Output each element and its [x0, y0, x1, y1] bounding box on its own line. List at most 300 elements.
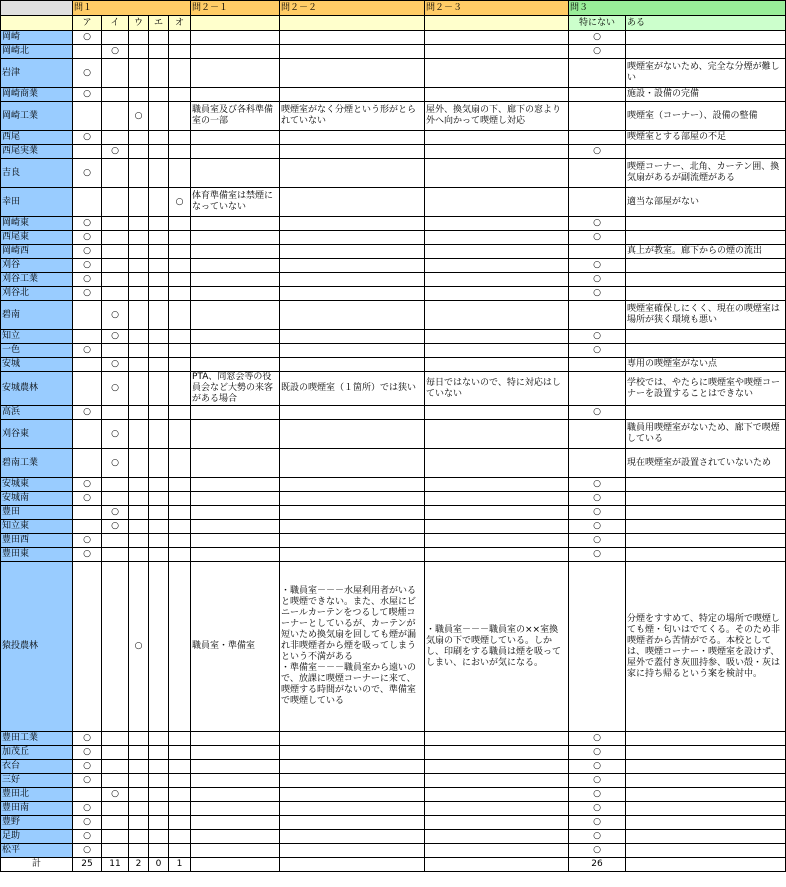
- table-row: [1, 760, 786, 774]
- cell-q2-3: [425, 217, 569, 231]
- table-row: [1, 844, 786, 858]
- table-row: [1, 131, 786, 145]
- cell-i: [102, 774, 129, 788]
- cell-q2-1: [191, 746, 280, 760]
- cell-a: [73, 358, 102, 372]
- cell-i: [102, 217, 129, 231]
- cell-o: [169, 478, 191, 492]
- cell-i: [102, 830, 129, 844]
- cell-aru: [626, 844, 786, 858]
- cell-u: [129, 830, 149, 844]
- table-row: [1, 406, 786, 420]
- cell-a: ○: [73, 344, 102, 358]
- cell-u: [129, 478, 149, 492]
- cell-a: ○: [73, 844, 102, 858]
- cell-i: [102, 562, 129, 732]
- cell-e: [149, 534, 169, 548]
- cell-q2-2: [280, 45, 425, 59]
- cell-aru: [626, 506, 786, 520]
- cell-q2-1: [191, 492, 280, 506]
- cell-e: [149, 449, 169, 478]
- cell-q2-1: 職員室・準備室: [191, 562, 280, 732]
- cell-a: ○: [73, 231, 102, 245]
- cell-none: [569, 372, 626, 406]
- cell-none: ○: [569, 45, 626, 59]
- table-row: [1, 506, 786, 520]
- table-row: [1, 344, 786, 358]
- header-q3: 問３: [569, 1, 786, 16]
- cell-q2-1: [191, 287, 280, 301]
- cell-aru: 真上が教室。廊下からの煙の流出: [626, 245, 786, 259]
- table-row: [1, 562, 786, 732]
- table-row: [1, 492, 786, 506]
- cell-q2-3: [425, 548, 569, 562]
- cell-o: [169, 31, 191, 45]
- cell-e: [149, 562, 169, 732]
- cell-e: [149, 159, 169, 188]
- cell-u: [129, 344, 149, 358]
- cell-u: [129, 732, 149, 746]
- cell-o: [169, 746, 191, 760]
- table-row: [1, 816, 786, 830]
- cell-q2-3: [425, 358, 569, 372]
- table-row: [1, 145, 786, 159]
- cell-q2-2: [280, 788, 425, 802]
- cell-none: ○: [569, 534, 626, 548]
- cell-q2-2: 既設の喫煙室（１箇所）では狭い: [280, 372, 425, 406]
- table-row: [1, 420, 786, 449]
- cell-q2-1: [191, 231, 280, 245]
- table-row: [1, 102, 786, 131]
- cell-a: [73, 372, 102, 406]
- cell-o: [169, 534, 191, 548]
- school-name: 豊田北: [1, 788, 73, 802]
- cell-u: [129, 372, 149, 406]
- table-row: [1, 217, 786, 231]
- cell-q2-3: ・職員室－－－職員室の××室換気扇の下で喫煙している。しかし、印刷をする職員は煙を吸ってしまい、においが気になる。: [425, 562, 569, 732]
- cell-a: ○: [73, 492, 102, 506]
- cell-none: ○: [569, 844, 626, 858]
- cell-a: [73, 330, 102, 344]
- cell-u: [129, 788, 149, 802]
- cell-aru: [626, 830, 786, 844]
- cell-q2-1: [191, 420, 280, 449]
- cell-u: [129, 816, 149, 830]
- cell-o: [169, 301, 191, 330]
- cell-i: ○: [102, 520, 129, 534]
- cell-a: [73, 145, 102, 159]
- cell-none: ○: [569, 506, 626, 520]
- table-row: [1, 45, 786, 59]
- cell-q2-3: [425, 330, 569, 344]
- school-name: 衣台: [1, 760, 73, 774]
- table-row: [1, 273, 786, 287]
- cell-q2-2: [280, 492, 425, 506]
- cell-q2-3: [425, 816, 569, 830]
- cell-q2-3: [425, 788, 569, 802]
- cell-q2-2: [280, 31, 425, 45]
- cell-none: ○: [569, 732, 626, 746]
- cell-e: [149, 406, 169, 420]
- cell-q2-3: [425, 344, 569, 358]
- cell-e: [149, 816, 169, 830]
- cell-e: [149, 287, 169, 301]
- cell-i: [102, 273, 129, 287]
- cell-aru: 喫煙コーナー、北角、カーテン囲、換気扇があるが副流煙がある: [626, 159, 786, 188]
- cell-q2-1: [191, 145, 280, 159]
- table-row: [1, 330, 786, 344]
- cell-aru: [626, 478, 786, 492]
- cell-q2-2: [280, 145, 425, 159]
- cell-none: [569, 358, 626, 372]
- cell-a: [73, 420, 102, 449]
- cell-none: [569, 420, 626, 449]
- cell-u: [129, 259, 149, 273]
- school-name: 岡崎工業: [1, 102, 73, 131]
- cell-q2-1: [191, 406, 280, 420]
- cell-a: ○: [73, 816, 102, 830]
- cell-o: [169, 774, 191, 788]
- cell-a: ○: [73, 774, 102, 788]
- cell-o: [169, 492, 191, 506]
- cell-a: ○: [73, 159, 102, 188]
- cell-a: [73, 506, 102, 520]
- school-name: 豊田南: [1, 802, 73, 816]
- cell-o: [169, 372, 191, 406]
- cell-q2-3: [425, 520, 569, 534]
- cell-aru: [626, 287, 786, 301]
- cell-q2-1: [191, 217, 280, 231]
- cell-none: [569, 102, 626, 131]
- cell-q2-3: [425, 406, 569, 420]
- table-row: [1, 301, 786, 330]
- cell-u: [129, 358, 149, 372]
- cell-aru: [626, 520, 786, 534]
- cell-q2-2: [280, 59, 425, 88]
- header-col-a: ア: [73, 16, 102, 31]
- cell-aru: [626, 548, 786, 562]
- cell-a: [73, 45, 102, 59]
- cell-aru: [626, 492, 786, 506]
- cell-a: ○: [73, 732, 102, 746]
- cell-aru: 学校では、やたらに喫煙室や喫煙コーナーを設置することはできない: [626, 372, 786, 406]
- cell-e: [149, 344, 169, 358]
- cell-u: [129, 231, 149, 245]
- cell-q2-2: [280, 420, 425, 449]
- cell-q2-3: [425, 88, 569, 102]
- cell-u: [129, 145, 149, 159]
- cell-e: [149, 802, 169, 816]
- cell-e: [149, 788, 169, 802]
- cell-u: [129, 420, 149, 449]
- cell-a: ○: [73, 534, 102, 548]
- cell-o: [169, 449, 191, 478]
- cell-e: [149, 330, 169, 344]
- school-name: 岡崎東: [1, 217, 73, 231]
- cell-aru: [626, 816, 786, 830]
- cell-none: [569, 245, 626, 259]
- cell-aru: [626, 31, 786, 45]
- cell-a: ○: [73, 830, 102, 844]
- cell-a: ○: [73, 478, 102, 492]
- cell-o: [169, 102, 191, 131]
- cell-e: [149, 732, 169, 746]
- cell-u: [129, 449, 149, 478]
- cell-q2-3: [425, 188, 569, 217]
- cell-i: [102, 131, 129, 145]
- cell-none: [569, 131, 626, 145]
- cell-q2-1: [191, 88, 280, 102]
- school-name: 岡崎北: [1, 45, 73, 59]
- header-blank: [1, 1, 73, 16]
- cell-q2-2: [280, 478, 425, 492]
- cell-q2-3: [425, 534, 569, 548]
- cell-q2-3: [425, 830, 569, 844]
- cell-a: ○: [73, 802, 102, 816]
- table-row: [1, 358, 786, 372]
- cell-q2-1: [191, 273, 280, 287]
- cell-q2-1: [191, 131, 280, 145]
- cell-a: [73, 102, 102, 131]
- school-name: 豊田東: [1, 548, 73, 562]
- cell-u: [129, 534, 149, 548]
- cell-q2-2: [280, 344, 425, 358]
- header-row-2: [1, 16, 786, 31]
- cell-q2-3: [425, 746, 569, 760]
- table-row: [1, 732, 786, 746]
- cell-i: ○: [102, 330, 129, 344]
- cell-i: ○: [102, 372, 129, 406]
- cell-i: [102, 478, 129, 492]
- cell-none: ○: [569, 816, 626, 830]
- cell-o: [169, 259, 191, 273]
- cell-o: [169, 287, 191, 301]
- cell-i: ○: [102, 301, 129, 330]
- cell-q2-1: [191, 245, 280, 259]
- cell-none: ○: [569, 788, 626, 802]
- totals-label: 計: [1, 858, 73, 872]
- cell-q2-2: [280, 287, 425, 301]
- cell-u: [129, 159, 149, 188]
- total-u: 2: [129, 858, 149, 872]
- cell-i: ○: [102, 145, 129, 159]
- cell-i: ○: [102, 449, 129, 478]
- header-col-u: ウ: [129, 16, 149, 31]
- table-row: [1, 520, 786, 534]
- total-i: 11: [102, 858, 129, 872]
- table-row: [1, 534, 786, 548]
- cell-q2-1: [191, 816, 280, 830]
- cell-e: [149, 478, 169, 492]
- table-row: [1, 259, 786, 273]
- cell-u: [129, 88, 149, 102]
- school-name: 足助: [1, 830, 73, 844]
- cell-o: [169, 506, 191, 520]
- cell-u: [129, 760, 149, 774]
- cell-q2-3: [425, 45, 569, 59]
- cell-q2-3: [425, 760, 569, 774]
- cell-q2-1: [191, 330, 280, 344]
- cell-e: [149, 420, 169, 449]
- cell-a: ○: [73, 287, 102, 301]
- school-name: 刈谷工業: [1, 273, 73, 287]
- cell-a: ○: [73, 406, 102, 420]
- cell-none: ○: [569, 145, 626, 159]
- cell-i: [102, 231, 129, 245]
- table-body: [1, 31, 786, 858]
- cell-u: ○: [129, 102, 149, 131]
- table-row: [1, 478, 786, 492]
- school-name: 安城東: [1, 478, 73, 492]
- total-q23: [425, 858, 569, 872]
- cell-q2-2: [280, 449, 425, 478]
- cell-e: [149, 774, 169, 788]
- cell-none: ○: [569, 520, 626, 534]
- table-row: [1, 231, 786, 245]
- school-name: 豊田工業: [1, 732, 73, 746]
- cell-q2-1: [191, 358, 280, 372]
- cell-a: [73, 788, 102, 802]
- total-q22: [280, 858, 425, 872]
- cell-q2-3: [425, 159, 569, 188]
- school-name: 碧南工業: [1, 449, 73, 478]
- cell-e: [149, 506, 169, 520]
- table-row: [1, 774, 786, 788]
- school-name: 豊田: [1, 506, 73, 520]
- header-col-i: イ: [102, 16, 129, 31]
- school-name: 安城南: [1, 492, 73, 506]
- cell-q2-1: [191, 788, 280, 802]
- cell-u: [129, 802, 149, 816]
- cell-q2-1: [191, 548, 280, 562]
- cell-o: [169, 520, 191, 534]
- cell-o: [169, 358, 191, 372]
- cell-none: ○: [569, 231, 626, 245]
- cell-q2-3: [425, 59, 569, 88]
- header2-q22-blank: [280, 16, 425, 31]
- cell-u: [129, 188, 149, 217]
- table-row: [1, 449, 786, 478]
- cell-q2-1: [191, 301, 280, 330]
- cell-q2-3: [425, 287, 569, 301]
- school-name: 三好: [1, 774, 73, 788]
- cell-o: [169, 145, 191, 159]
- header2-q23-blank: [425, 16, 569, 31]
- school-name: 安城: [1, 358, 73, 372]
- cell-none: [569, 562, 626, 732]
- cell-q2-1: [191, 344, 280, 358]
- school-name: 西尾東: [1, 231, 73, 245]
- cell-e: [149, 259, 169, 273]
- cell-aru: [626, 231, 786, 245]
- cell-o: [169, 159, 191, 188]
- cell-aru: [626, 732, 786, 746]
- cell-q2-1: PTA、同窓会等の役員会など大勢の来客がある場合: [191, 372, 280, 406]
- cell-i: ○: [102, 358, 129, 372]
- school-name: 知立: [1, 330, 73, 344]
- table-row: [1, 287, 786, 301]
- school-name: 幸田: [1, 188, 73, 217]
- cell-none: ○: [569, 830, 626, 844]
- table-row: [1, 159, 786, 188]
- cell-e: [149, 59, 169, 88]
- cell-i: [102, 59, 129, 88]
- cell-a: ○: [73, 131, 102, 145]
- cell-none: ○: [569, 760, 626, 774]
- cell-o: [169, 344, 191, 358]
- cell-e: [149, 88, 169, 102]
- school-name: 一色: [1, 344, 73, 358]
- cell-q2-1: [191, 534, 280, 548]
- cell-e: [149, 217, 169, 231]
- school-name: 安城農林: [1, 372, 73, 406]
- table-row: [1, 372, 786, 406]
- table-row: [1, 188, 786, 217]
- cell-q2-2: [280, 534, 425, 548]
- cell-q2-2: [280, 231, 425, 245]
- cell-e: [149, 520, 169, 534]
- header-col-e: エ: [149, 16, 169, 31]
- cell-q2-2: [280, 131, 425, 145]
- cell-i: ○: [102, 788, 129, 802]
- school-name: 豊田西: [1, 534, 73, 548]
- cell-u: [129, 492, 149, 506]
- cell-q2-2: [280, 760, 425, 774]
- school-name: 碧南: [1, 301, 73, 330]
- cell-o: [169, 802, 191, 816]
- cell-q2-2: [280, 217, 425, 231]
- cell-aru: 喫煙室（コーナー）、設備の整備: [626, 102, 786, 131]
- cell-none: ○: [569, 478, 626, 492]
- cell-none: [569, 301, 626, 330]
- cell-q2-1: [191, 449, 280, 478]
- cell-e: [149, 372, 169, 406]
- cell-u: [129, 406, 149, 420]
- cell-e: [149, 844, 169, 858]
- cell-q2-1: [191, 45, 280, 59]
- cell-o: [169, 420, 191, 449]
- cell-i: [102, 760, 129, 774]
- cell-none: ○: [569, 217, 626, 231]
- cell-o: [169, 217, 191, 231]
- cell-o: [169, 548, 191, 562]
- school-name: 刈谷北: [1, 287, 73, 301]
- table-row: [1, 830, 786, 844]
- cell-u: [129, 548, 149, 562]
- cell-i: ○: [102, 506, 129, 520]
- school-name: 岡崎: [1, 31, 73, 45]
- header2-q21-blank: [191, 16, 280, 31]
- cell-q2-2: [280, 774, 425, 788]
- cell-q2-2: ・職員室－－－水屋利用者がいると喫煙できない。また、水屋にビニールカーテンをつるして喫煙コーナーとしているが、カーテンが短いため換気扇を回しても煙が漏れ非喫煙者から煙を吸ってしまうという不満がある ・準備室－－－職員室から遠いので、放課に喫煙コーナーに来て、喫煙する時間がないので、準備室で喫煙している: [280, 562, 425, 732]
- cell-i: [102, 259, 129, 273]
- cell-none: [569, 59, 626, 88]
- cell-q2-2: [280, 88, 425, 102]
- cell-e: [149, 492, 169, 506]
- cell-a: [73, 188, 102, 217]
- cell-u: [129, 217, 149, 231]
- cell-q2-2: 喫煙室がなく分煙という形がとられていない: [280, 102, 425, 131]
- cell-q2-1: [191, 520, 280, 534]
- cell-u: ○: [129, 562, 149, 732]
- cell-o: [169, 45, 191, 59]
- total-aru: [626, 858, 786, 872]
- cell-q2-3: [425, 449, 569, 478]
- cell-q2-3: [425, 492, 569, 506]
- cell-q2-3: [425, 259, 569, 273]
- header-q1: 問１: [73, 1, 191, 16]
- cell-o: [169, 760, 191, 774]
